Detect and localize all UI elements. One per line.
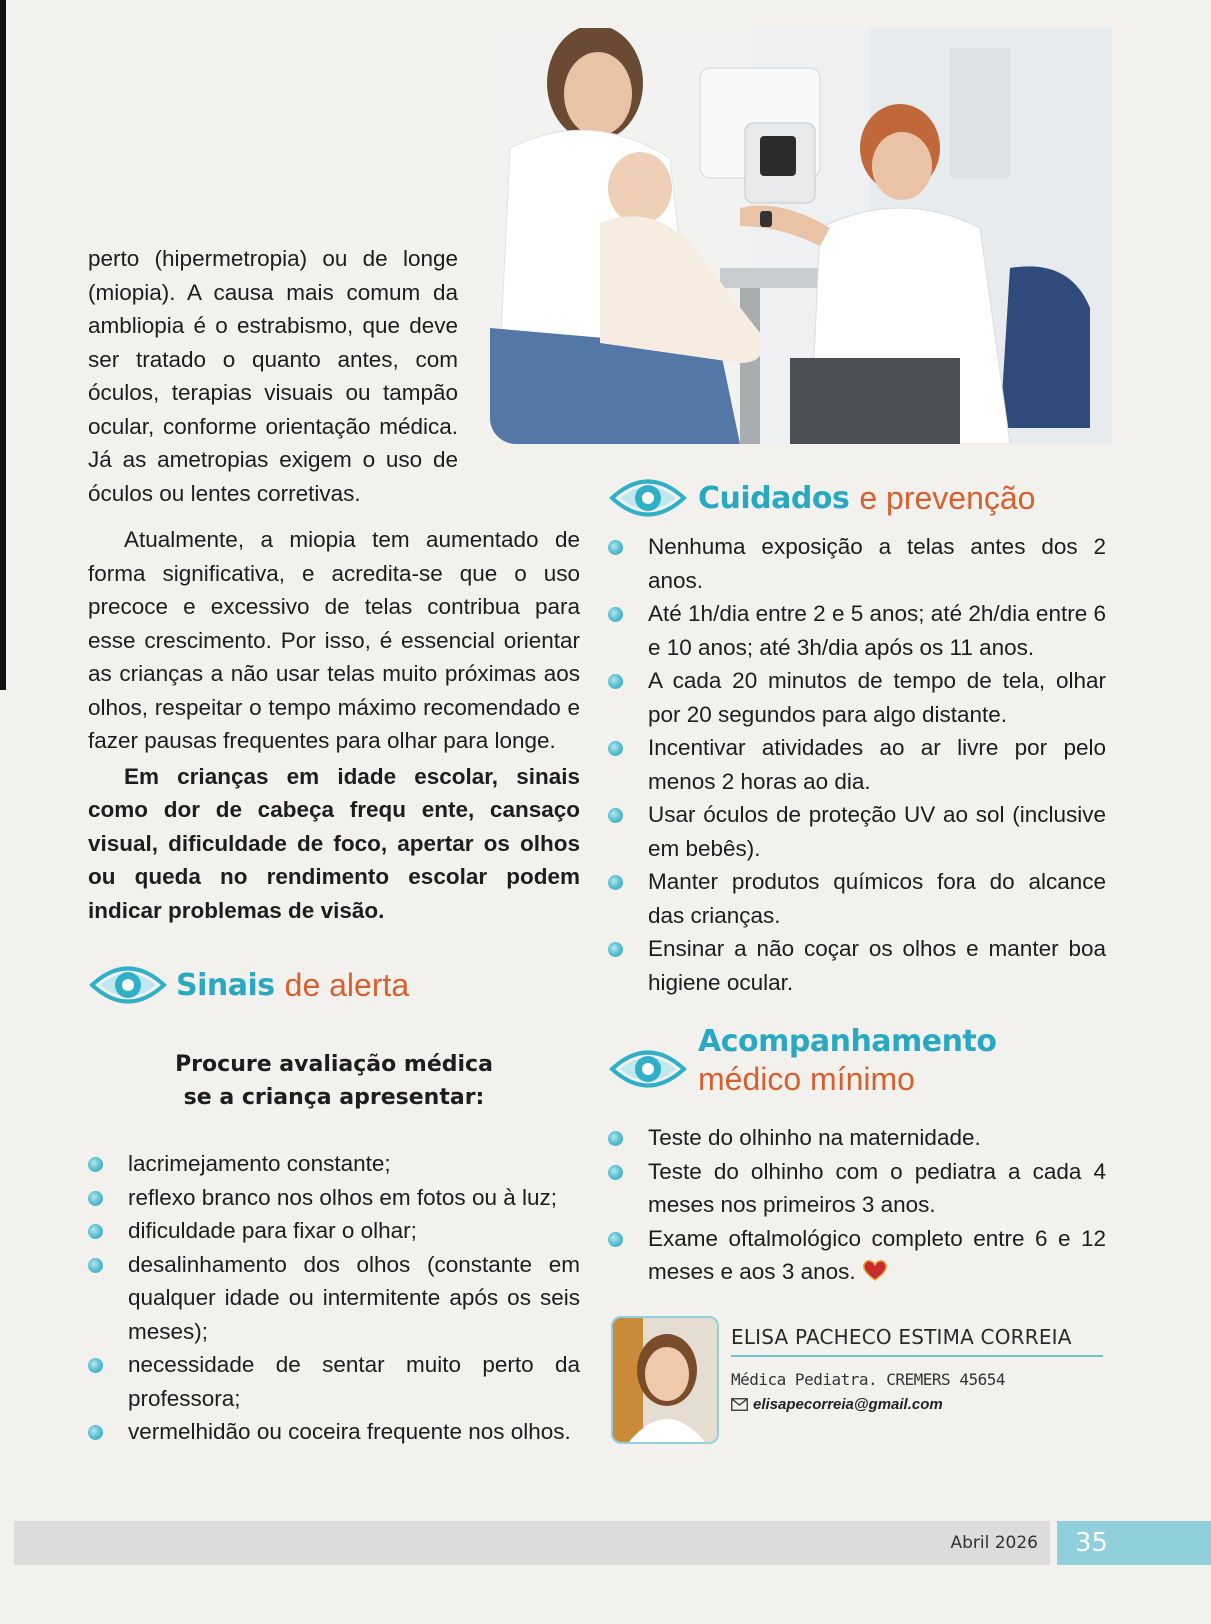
- bullet-dot-icon: [88, 1224, 103, 1239]
- cuidados-heading: [608, 473, 1035, 523]
- list-item: Manter produtos químicos fora do alcance das crianças.: [608, 865, 1106, 932]
- author-name: ELISA PACHECO ESTIMA CORREIA: [731, 1325, 1103, 1357]
- list-item: Até 1h/dia entre 2 e 5 anos; até 2h/dia entre 6 e 10 anos; até 3h/dia após os 11 anos.: [608, 597, 1106, 664]
- list-item: Exame oftalmológico completo entre 6 e 12 meses e aos 3 anos.: [608, 1222, 1106, 1289]
- sinais-callout: [120, 1048, 548, 1114]
- page-edge-bar: [0, 0, 6, 690]
- acompanhamento-list: [608, 1121, 1106, 1289]
- acompanhamento-title-light: médico mínimo: [698, 1061, 915, 1097]
- eye-icon: [88, 960, 168, 1010]
- bullet-dot-icon: [608, 808, 623, 823]
- mail-icon: [731, 1398, 748, 1411]
- bullet-dot-icon: [608, 741, 623, 756]
- list-item: necessidade de sentar muito perto da professora;: [88, 1348, 580, 1415]
- sinais-title-light: de alerta: [284, 966, 410, 1003]
- bullet-dot-icon: [88, 1425, 103, 1440]
- footer-date: Abril 2026: [950, 1533, 1038, 1553]
- sinais-list-block: [88, 1147, 580, 1449]
- paragraph-myopia: Atualmente, a miopia tem aumentado de forma significativa, e acredita-se que o uso precoce e excessivo de telas contribua para esse crescimento. Por isso, é essencial orientar as crianças a não usar telas muito próximas aos olhos, respeitar o tempo máximo recomendado e fazer pausas frequentes para olhar para longe.: [88, 527, 580, 753]
- callout-line-2: se a criança apresentar:: [183, 1085, 485, 1110]
- bullet-dot-icon: [608, 1232, 623, 1247]
- cuidados-title-strong: Cuidados: [698, 480, 850, 516]
- list-item: A cada 20 minutos de tempo de tela, olhar por 20 segundos para algo distante.: [608, 664, 1106, 731]
- callout-line-1: Procure avaliação médica: [175, 1052, 493, 1077]
- page-number: 35: [1057, 1521, 1211, 1565]
- acompanhamento-title-strong: Acompanhamento: [698, 1024, 997, 1059]
- list-item: vermelhidão ou coceira frequente nos olhos.: [88, 1415, 580, 1449]
- bullet-dot-icon: [608, 607, 623, 622]
- bullet-dot-icon: [608, 1165, 623, 1180]
- bullet-dot-icon: [88, 1191, 103, 1206]
- list-item: lacrimejamento constante;: [88, 1147, 580, 1181]
- bullet-dot-icon: [608, 674, 623, 689]
- list-item: reflexo branco nos olhos em fotos ou à luz;: [88, 1181, 580, 1215]
- intro-text-block: [88, 242, 458, 510]
- paragraph-school-signs: Em crianças em idade escolar, sinais como dor de cabeça frequ ente, cansaço visual, dificuldade de foco, apertar os olhos ou queda no rendimento escolar podem indicar problemas de visão.: [88, 763, 580, 923]
- list-item: Ensinar a não coçar os olhos e manter boa higiene ocular.: [608, 932, 1106, 999]
- sinais-list: [88, 1147, 580, 1449]
- list-item: Teste do olhinho na maternidade.: [608, 1121, 1106, 1155]
- list-item: dificuldade para fixar o olhar;: [88, 1214, 580, 1248]
- list-item: Incentivar atividades ao ar livre por pelo menos 2 horas ao dia.: [608, 731, 1106, 798]
- body-text-block: [88, 523, 580, 927]
- eye-icon: [608, 473, 688, 523]
- bullet-dot-icon: [88, 1157, 103, 1172]
- avatar: [611, 1316, 719, 1444]
- cuidados-list: [608, 530, 1106, 999]
- acompanhamento-list-block: [608, 1121, 1106, 1289]
- author-role: Médica Pediatra. CREMERS 45654: [731, 1370, 1005, 1389]
- cuidados-list-block: [608, 530, 1106, 999]
- footer-bar: [14, 1521, 1050, 1565]
- heart-icon: [862, 1259, 888, 1281]
- acompanhamento-title: [698, 1024, 996, 1098]
- author-email-line: [731, 1396, 943, 1413]
- bullet-dot-icon: [88, 1258, 103, 1273]
- bullet-dot-icon: [608, 942, 623, 957]
- list-item: desalinhamento dos olhos (constante em qualquer idade ou intermitente após os seis meses);: [88, 1248, 580, 1349]
- intro-paragraph: perto (hipermetropia) ou de longe (miopia). A causa mais comum da ambliopia é o estrabismo, que deve ser tratado o quanto antes, com óculos, terapias visuais ou tampão ocular, conforme orientação médica. Já as ametropias exigem o uso de óculos ou lentes corretivas.: [88, 246, 458, 506]
- eye-exam-photo: [490, 28, 1112, 444]
- bullet-dot-icon: [608, 1131, 623, 1146]
- acompanhamento-heading: [608, 1024, 996, 1098]
- sinais-title-strong: Sinais: [176, 967, 275, 1003]
- eye-icon: [608, 1044, 688, 1094]
- list-item: Teste do olhinho com o pediatra a cada 4 meses nos primeiros 3 anos.: [608, 1155, 1106, 1222]
- list-item: Nenhuma exposição a telas antes dos 2 anos.: [608, 530, 1106, 597]
- cuidados-title-light: e prevenção: [859, 479, 1036, 516]
- bullet-dot-icon: [608, 875, 623, 890]
- bullet-dot-icon: [608, 540, 623, 555]
- author-email[interactable]: elisapecorreia@gmail.com: [753, 1396, 943, 1413]
- bullet-dot-icon: [88, 1358, 103, 1373]
- sinais-heading: [88, 960, 409, 1010]
- list-item: Usar óculos de proteção UV ao sol (inclusive em bebês).: [608, 798, 1106, 865]
